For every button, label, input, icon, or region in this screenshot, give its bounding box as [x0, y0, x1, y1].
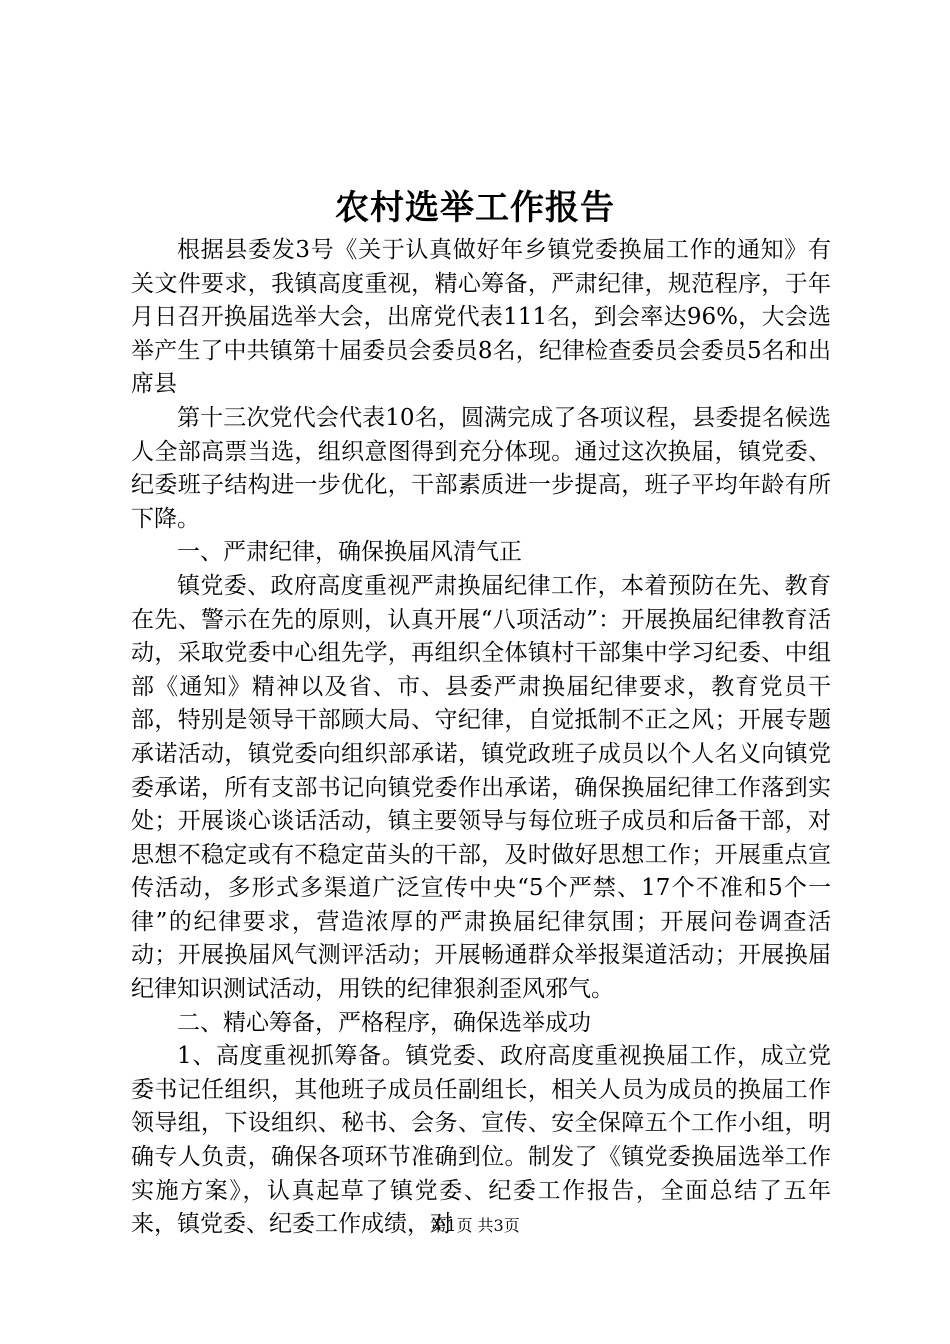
page-footer: 第1页 共3页: [430, 1216, 520, 1235]
section-heading-1: 一、严肃纪律，确保换届风清气正: [177, 539, 522, 566]
paragraph-intro: 根据县委发3号《关于认真做好年乡镇党委换届工作的通知》有关文件要求，我镇高度重视，精心筹备，严肃纪律，规范程序，于年月日召开换届选举大会，出席党代表111名，到会率达96%，大会选举产生了中共镇第十届委员会委员8名，纪律检查委员会委员5名和出席县: [131, 237, 831, 398]
paragraph-continuation: 第十三次党代会代表10名，圆满完成了各项议程，县委提名候选人全部高票当选，组织意图得到充分体现。通过这次换届，镇党委、纪委班子结构进一步优化，干部素质进一步提高，班子平均年龄有所下降。: [131, 404, 831, 532]
section-heading-2: 二、精心筹备，严格程序，确保选举成功: [177, 1009, 591, 1036]
paragraph-discipline: 镇党委、政府高度重视严肃换届纪律工作，本着预防在先、教育在先、警示在先的原则，认真开展“八项活动”：开展换届纪律教育活动，采取党委中心组先学，再组织全体镇村干部集中学习纪委、中组部《通知》精神以及省、市、县委严肃换届纪律要求，教育党员干部，特别是领导干部顾大局、守纪律，自觉抵制不正之风；开展专题承诺活动，镇党委向组织部承诺，镇党政班子成员以个人名义向镇党委承诺，所有支部书记向镇党委作出承诺，确保换届纪律工作落到实处；开展谈心谈话活动，镇主要领导与每位班子成员和后备干部，对思想不稳定或有不稳定苗头的干部，及时做好思想工作；开展重点宣传活动，多形式多渠道广泛宣传中央“5个严禁、17个不准和5个一律”的纪律要求，营造浓厚的严肃换届纪律氛围；开展问卷调查活动；开展换届风气测评活动；开展畅通群众举报渠道活动；开展换届纪律知识测试活动，用铁的纪律狠刹歪风邪气。: [131, 572, 831, 1003]
document-body: [131, 234, 831, 1242]
document-title: 农村选举工作报告: [335, 188, 615, 228]
paragraph-preparation: 1、高度重视抓筹备。镇党委、政府高度重视换届工作，成立党委书记任组织，其他班子成员任副组长，相关人员为成员的换届工作领导组，下设组织、秘书、会务、宣传、安全保障五个工作小组，明确专人负责，确保各项环节准确到位。制发了《镇党委换届选举工作实施方案》，认真起草了镇党委、纪委工作报告，全面总结了五年来，镇党委、纪委工作成绩，对: [131, 1043, 831, 1238]
